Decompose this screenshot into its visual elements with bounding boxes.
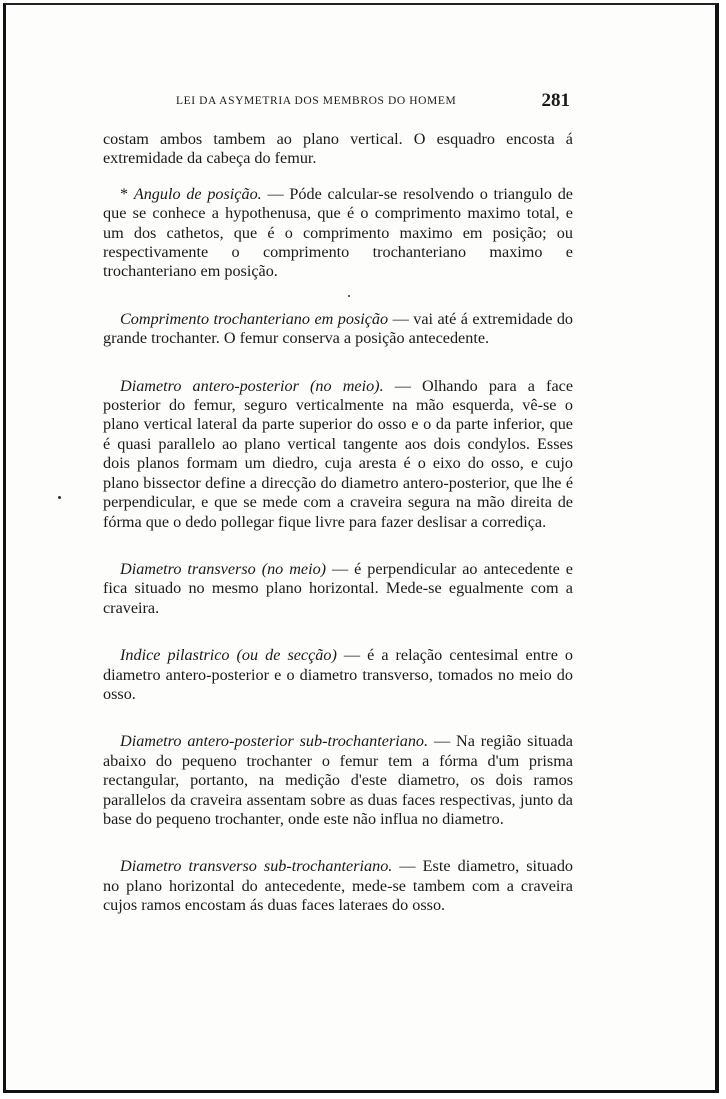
paragraph-separator: — xyxy=(392,857,423,876)
paragraph-separator: — xyxy=(428,732,457,751)
paragraph-separator: — xyxy=(388,309,414,328)
paragraph-angulo-de-posicao xyxy=(103,185,573,282)
paragraph-heading: Comprimento trochanteriano em posição xyxy=(120,309,389,328)
paragraph-separator: — xyxy=(326,559,355,578)
paragraph-indice-pilastrico xyxy=(103,646,573,704)
paragraph-heading: Diametro transverso sub-trochanteriano. xyxy=(120,857,393,876)
paragraph-separator: — xyxy=(336,646,368,665)
paragraph-heading: Diametro antero-posterior (no meio). xyxy=(120,376,384,395)
paragraph-body: Póde calcular-se resolvendo o triangulo de que se conhece a hypothenusa, que é o comprimento maximo total, e um dos cathetos, que é o comprimento maximo em posição; ou respectivamente o comprimento trochanteriano maximo e trochanteriano em posição. xyxy=(103,184,573,281)
paragraph-body: vai até á extremidade do grande trochanter. O femur conserva a posição antecedente. xyxy=(103,309,574,348)
asterisk-marker: * xyxy=(120,184,134,203)
paragraph-heading: Diametro transverso (no meio) xyxy=(120,559,327,578)
paragraph-body: é perpendicular ao antecedente e fica situado no mesmo plano horizontal. Mede-se egualmente com a craveira. xyxy=(103,559,573,617)
ink-speck xyxy=(348,295,350,297)
paragraph-heading: Angulo de posição. xyxy=(133,184,262,203)
paragraph-comprimento-trochanteriano xyxy=(103,310,573,349)
paragraph-separator: — xyxy=(261,184,290,203)
running-head xyxy=(104,92,572,114)
paragraph-body: é a relação centesimal entre o diametro antero-posterior e o diametro transverso, tomados no meio do osso. xyxy=(103,646,573,703)
paragraph-diametro-antero-posterior xyxy=(103,377,573,532)
paragraph-diametro-transverso xyxy=(103,560,573,618)
paragraph-body: costam ambos tambem ao plano vertical. O esquadro encosta á extremidade da cabeça do femur. xyxy=(103,130,573,168)
paragraph-diametro-transverso-sub-trochanteriano xyxy=(103,857,573,915)
paragraph-separator: — xyxy=(383,376,422,395)
paragraph-heading: Diametro antero-posterior sub-trochanteriano. xyxy=(120,732,429,751)
running-title: LEI DA ASYMETRIA DOS MEMBROS DO HOMEM xyxy=(176,95,457,107)
text-block xyxy=(103,130,573,916)
paragraph-heading: Indice pilastrico (ou de secção) xyxy=(120,646,337,665)
paragraph-diametro-ap-sub-trochanteriano xyxy=(103,732,573,829)
paragraph-continuation xyxy=(103,130,573,169)
paragraph-body: Este diametro, situado no plano horizontal do antecedente, mede-se tambem com a craveira cujos ramos encostam ás duas faces lateraes do osso. xyxy=(103,857,574,915)
page-number: 281 xyxy=(541,90,570,111)
paragraph-body: Na região situada abaixo do pequeno trochanter o femur tem a fórma d'um prisma rectangular, portanto, na medição d'este diametro, os dois ramos parallelos da craveira assentam sobre as duas faces respectivas, junto da base do pequeno trochanter, onde este não influa no diametro. xyxy=(103,732,573,828)
paragraph-body: Olhando para a face posterior do femur, seguro verticalmente na mão esquerda, vê-se o plano vertical lateral da parte superior do osso e o da parte inferior, que é quasi parallelo ao plano vertical tangente aos dois condylos. Esses dois planos formam um diedro, cuja aresta é o eixo do osso, e cujo plano bissector define a direcção do diametro antero-posterior, que lhe é perpendicular, e que se mede com a craveira segura na mão direita de fórma que o dedo pollegar fique livre para fazer deslisar a corrediça. xyxy=(103,376,574,531)
ink-speck xyxy=(58,496,61,499)
